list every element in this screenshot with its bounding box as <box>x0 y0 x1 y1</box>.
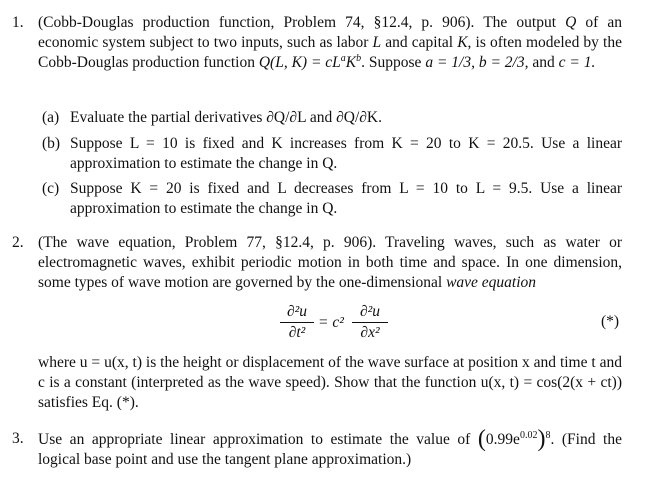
lhs-fraction: ∂²u ∂t² <box>280 302 314 343</box>
equation-tag: (*) <box>601 313 620 330</box>
subpart-1c <box>42 179 622 219</box>
rhs-fraction: ∂²u ∂x² <box>352 302 388 343</box>
subpart-label: (c) <box>42 180 60 197</box>
problem-3-text: Use an appropriate linear approximation to estimate the value of $(0.99e^{0.02})^8$. (Find the logical base point and use the tangent plane approximation.) <box>38 426 622 468</box>
problem-number: 3. <box>12 430 24 447</box>
subpart-1a <box>42 108 622 128</box>
problem-1-text: (Cobb-Douglas production function, Problem 74, §12.4, p. 906). The output Q of an economic system subject to two inputs, such as labor L and capital K, is often modeled by the Cobb-Douglas production function Q(L, $K) = cL^aK^b$. Suppose a = 1/3, b = 2/3, and c = 1. <box>38 14 623 71</box>
problem-2 <box>12 233 622 293</box>
wave-equation <box>280 302 390 348</box>
subpart-text: Evaluate the partial derivatives ∂Q/∂L and ∂Q/∂K. <box>70 109 382 126</box>
subpart-label: (b) <box>42 135 61 152</box>
problem-1 <box>12 13 623 73</box>
equals-sign: = c² <box>318 314 344 331</box>
subpart-1b <box>42 134 622 174</box>
problem-2-intro: (The wave equation, Problem 77, §12.4, p. 906). Traveling waves, such as water or electromagnetic waves, exhibit periodic motion in both time and space. In one dimension, some types of wave motion are governed by the one-dimensional <box>38 234 622 291</box>
subpart-text: Suppose L = 10 is fixed and K increases from K = 20 to K = 20.5. Use a linear approximation to estimate the change in Q. <box>70 135 622 172</box>
problem-number: 2. <box>12 234 24 251</box>
term-wave-equation: wave equation <box>446 274 537 291</box>
problem-2-after <box>38 353 622 413</box>
problem-number: 1. <box>12 14 24 31</box>
subpart-label: (a) <box>42 109 60 126</box>
problem-3 <box>12 426 622 470</box>
subpart-text: Suppose K = 20 is fixed and L decreases from L = 10 to L = 9.5. Use a linear approximation to estimate the change in Q. <box>70 180 622 217</box>
problem-2-text: where u = u(x, t) is the height or displacement of the wave surface at position x and time t and c is a constant (interpreted as the wave speed). Show that the function u(x, t) = cos(2(x + ct)) satisfies Eq. (*). <box>38 354 622 411</box>
